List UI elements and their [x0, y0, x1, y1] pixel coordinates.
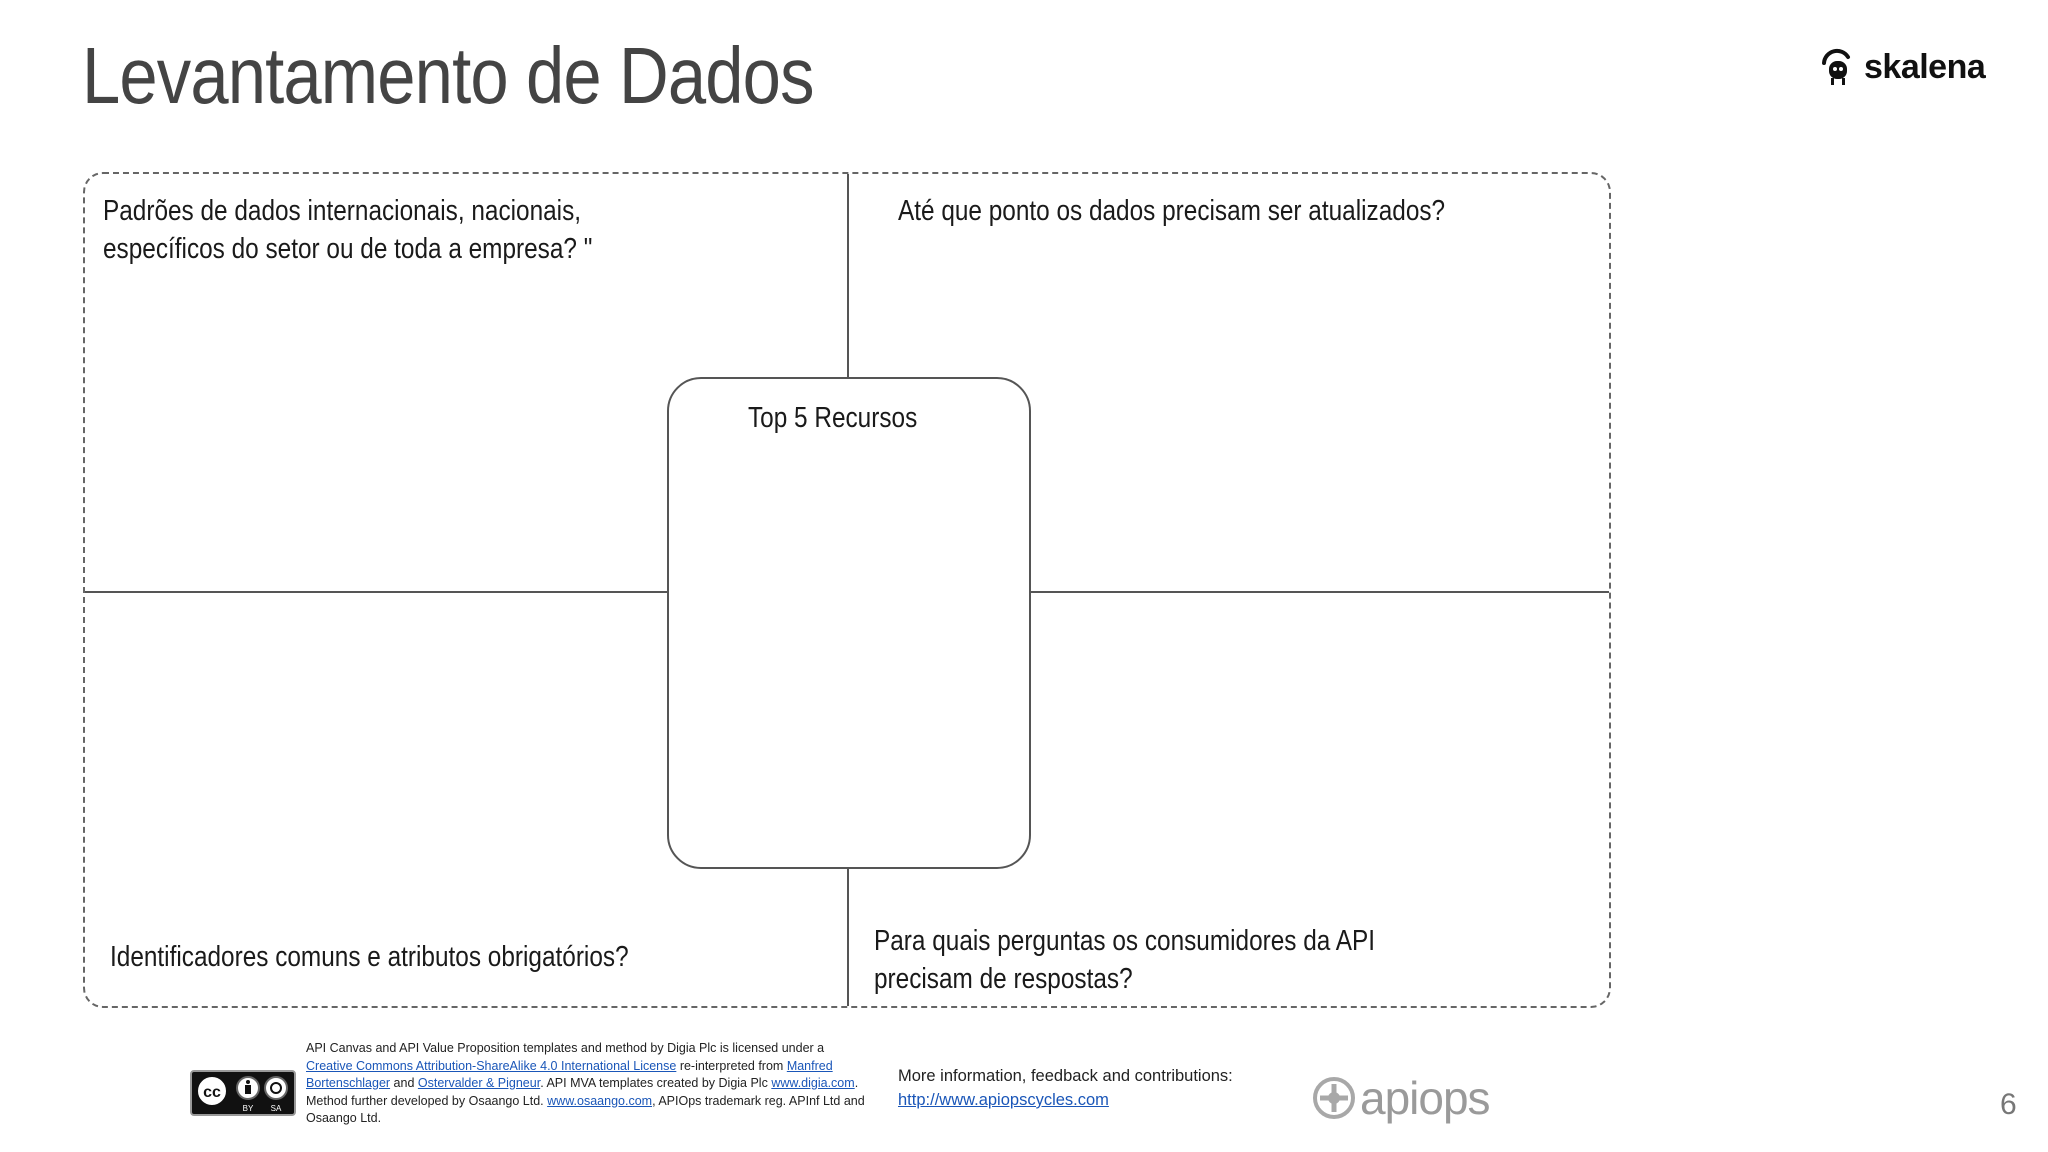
- skalena-logo-icon: [1820, 47, 1854, 87]
- apiops-logo: [1312, 1070, 1490, 1126]
- skalena-wordmark: skalena: [1864, 47, 1986, 86]
- data-standards-line-2: específicos do setor ou de toda a empresa? ": [103, 233, 593, 265]
- digia-link[interactable]: www.digia.com: [771, 1076, 855, 1090]
- license-part: . Method further developed by Osaango Ltd.: [306, 1076, 859, 1108]
- license-part: , APIOps trademark reg. APInf Ltd and Osaango Ltd.: [306, 1093, 865, 1125]
- consumer-questions-line-2: precisam de respostas?: [874, 963, 1133, 995]
- svg-text:SA: SA: [270, 1104, 282, 1113]
- license-part: re-interpreted from: [676, 1058, 787, 1073]
- divider-horizontal-right: [1030, 591, 1609, 593]
- data-standards-line-1: Padrões de dados internacionais, nacionais,: [103, 195, 582, 227]
- creative-commons-icon: [192, 1072, 294, 1114]
- consumer-questions-line-1: Para quais perguntas os consumidores da API: [874, 925, 1376, 957]
- ostervalder-pigneur-link[interactable]: Ostervalder & Pigneur: [417, 1076, 541, 1090]
- svg-text:BY: BY: [242, 1104, 254, 1113]
- data-standards-question: [103, 192, 592, 268]
- more-info-label: More information, feedback and contributions:: [898, 1067, 1233, 1085]
- divider-horizontal-left: [85, 591, 667, 593]
- license-part: API Canvas and API Value Proposition templates and method by Digia Plc is licensed under a: [306, 1041, 825, 1055]
- more-info: [898, 1064, 1233, 1112]
- identifiers-question: Identificadores comuns e atributos obrigatórios?: [110, 941, 629, 973]
- osaango-link[interactable]: www.osaango.com: [547, 1093, 653, 1108]
- cc-by-sa-badge: [190, 1070, 296, 1116]
- license-part: and: [390, 1076, 418, 1090]
- consumer-questions-question: [874, 922, 1375, 998]
- top-resources-label: Top 5 Recursos: [748, 402, 918, 434]
- apiops-wordmark: apiops: [1360, 1072, 1490, 1124]
- bortenschlager-link[interactable]: Manfred Bortenschlager: [306, 1058, 833, 1090]
- top-resources-box: [667, 377, 1031, 869]
- apiops-logo-icon: [1312, 1076, 1356, 1120]
- divider-vertical-top: [847, 174, 849, 378]
- license-text: [306, 1040, 866, 1128]
- license-part: . API MVA templates created by Digia Plc: [540, 1076, 772, 1090]
- divider-vertical-bottom: [847, 868, 849, 1006]
- cc-license-link[interactable]: Creative Commons Attribution-ShareAlike 4.0 International License: [306, 1058, 677, 1073]
- apiopscycles-link[interactable]: http://www.apiopscycles.com: [898, 1091, 1109, 1109]
- data-freshness-question: Até que ponto os dados precisam ser atualizados?: [898, 195, 1446, 227]
- svg-text:cc: cc: [203, 1084, 221, 1101]
- skalena-logo: [1820, 42, 1985, 92]
- slide-title: Levantamento de Dados: [82, 31, 814, 120]
- page-number: 6: [2000, 1088, 2017, 1121]
